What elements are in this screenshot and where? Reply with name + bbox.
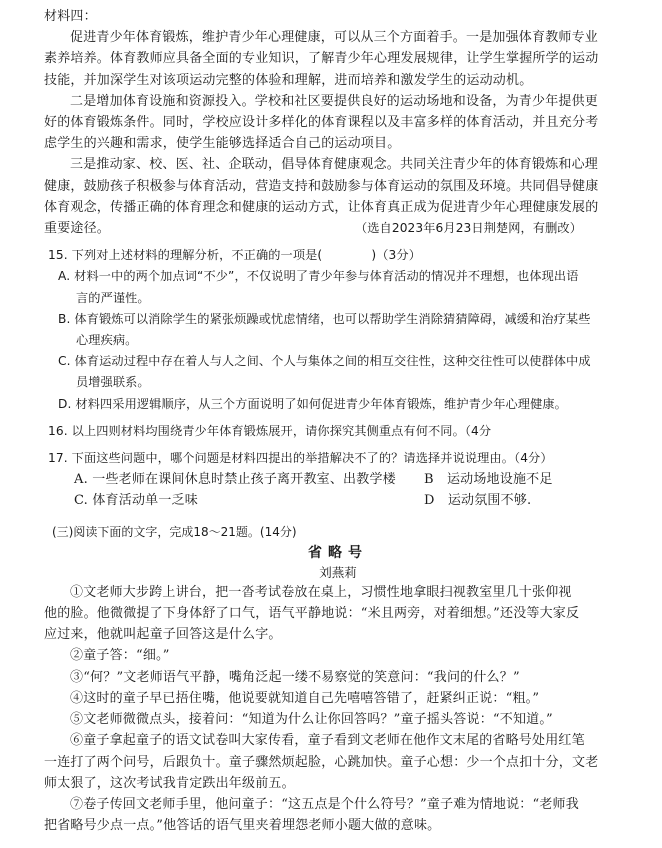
q15-option-c-line1[interactable]: C. 体育运动过程中存在着人与人之间、个人与集体之间的相互交往性，这种交往性可以使群体中成 — [58, 354, 591, 369]
material4-last-line — [44, 218, 632, 239]
q15-option-b-line2: 心理疾病。 — [76, 333, 138, 348]
material4-p2-line3: 虑学生的兴趣和需求，使学生能够选择适合自己的运动项目。 — [44, 136, 401, 152]
material4-p2-line2: 好的体育锻炼条件。同时，学校应设计多样化的体育课程以及丰富多样的体育活动，并且充分考 — [44, 115, 599, 131]
q17-option-a[interactable]: A. 一些老师在课间休息时禁止孩子离开教室、出教学楼 — [74, 472, 396, 488]
story-p6-line2: 一连打了两个问号，后跟负十。童子骤然烦起脸，心跳加快。童子心想：少一个点扣十分，文老 — [44, 754, 599, 770]
story-p1-line2: 他的脸。他微微提了下身体舒了口气，语气平静地说：“米且两旁，对着细想。”还没等大家反 — [44, 606, 580, 622]
story-p5: ⑤文老师微微点头，接着问：“知道为什么让你回答吗？”童子摇头答说：“不知道。” — [70, 712, 553, 728]
story-p6-line1: ⑥童子拿起童子的语文试卷叫大家传看，童子看到文老师在他作文末尾的省略号处用红笔 — [70, 733, 585, 749]
q15-option-c-line2: 员增强联系。 — [76, 375, 150, 390]
material4-p2-line1: 二是增加体育设施和资源投入。学校和社区要提供良好的运动场地和设备，为青少年提供更 — [70, 93, 599, 109]
story-p7-line2: 把省略号少点一点。”他答话的语气里夹着埋怨老师小题大做的意味。 — [44, 818, 441, 834]
q17-options-row2 — [44, 490, 632, 511]
story-p2: ②童子答：“细。” — [70, 648, 170, 664]
q15-stem: 15. 下列对上述材料的理解分析，不正确的一项是( )（3分） — [48, 248, 421, 263]
q15-option-a-line1[interactable]: A. 材料一中的两个加点词“不少”，不仅说明了青少年参与体育活动的情况并不理想，也体现出语 — [58, 269, 579, 284]
q17-option-d[interactable]: D 运动氛围不够. — [424, 493, 532, 509]
q17-stem: 17. 下面这些问题中，哪个问题是材料四提出的举措解决不了的？请选择并说说理由。（4分） — [48, 451, 553, 466]
story-title: 省略号 — [308, 544, 368, 561]
material4-p1-line2: 素养培养。体育教师应具备全面的专业知识，了解青少年心理发展规律，让学生掌握所学的运动 — [44, 51, 599, 67]
q15-option-d[interactable]: D. 材料四采用逻辑顺序，从三个方面说明了如何促进青少年体育锻炼，维护青少年心理健康。 — [58, 396, 567, 411]
section3-heading: (三)阅读下面的文字，完成18～21题。(14分) — [52, 524, 297, 539]
material4-p1-line1: 促进青少年体育锻炼，维护青少年心理健康，可以从三个方面着手。一是加强体育教师专业 — [70, 30, 599, 46]
q17-options-row1 — [44, 469, 632, 490]
material4-p1-line3: 技能，并加深学生对该项运动完整的体验和理解，进而培养和激发学生的运动动机。 — [44, 72, 533, 88]
story-p1-line3: 应过来，他就叫起童子回答这是什么字。 — [44, 627, 282, 643]
material4-p3-line1: 三是推动家、校、医、社、企联动，倡导体育健康观念。共同关注青少年的体育锻炼和心理 — [70, 157, 599, 173]
story-p4: ④这时的童子早已捂住嘴，他说要就知道自己先嘻嘻答错了，赶紧纠正说：“粗。” — [70, 690, 540, 706]
material4-closing-text: 重要途径。 — [44, 221, 111, 237]
story-p3: ③“何？”文老师语气平静，嘴角泛起一缕不易察觉的笑意问：“我问的什么？” — [70, 669, 520, 685]
material4-heading: 材料四： — [44, 9, 97, 24]
q15-option-b-line1[interactable]: B. 体育锻炼可以消除学生的紧张烦躁或忧虑情绪，也可以帮助学生消除猜猜障碍，减缓和治疗某些 — [58, 311, 591, 326]
q16-stem: 16. 以上四则材料均围绕青少年体育锻炼展开，请你探究其侧重点有何不同。（4分 — [48, 423, 492, 438]
story-p1-line1: ①文老师大步跨上讲台，把一沓考试卷放在桌上，习惯性地拿眼扫视教室里几十张仰视 — [70, 584, 572, 600]
material4-p3-line2: 健康，鼓励孩子积极参与体育活动，营造支持和鼓励参与体育运动的氛围及环境。共同倡导健康 — [44, 178, 599, 194]
material4-source: （选自2023年6月23日荆楚网，有删改） — [354, 221, 582, 236]
story-author: 刘燕莉 — [319, 564, 357, 580]
material4-p3-line3: 体育观念，传播正确的体育理念和健康的运动方式，让体育真正成为促进青少年心理健康发展的 — [44, 199, 599, 215]
q17-option-c[interactable]: C. 体育活动单一乏味 — [74, 493, 198, 509]
story-p7-line1: ⑦卷子传回文老师手里，他问童子：“这五点是个什么符号？”童子难为情地说：“老师我 — [70, 796, 579, 812]
q17-option-b[interactable]: B 运动场地设施不足 — [424, 472, 553, 488]
q15-option-a-line2: 言的严谨性。 — [76, 290, 150, 305]
story-p6-line3: 师太狠了，这次考试我肯定跌出年级前五。 — [44, 775, 295, 791]
